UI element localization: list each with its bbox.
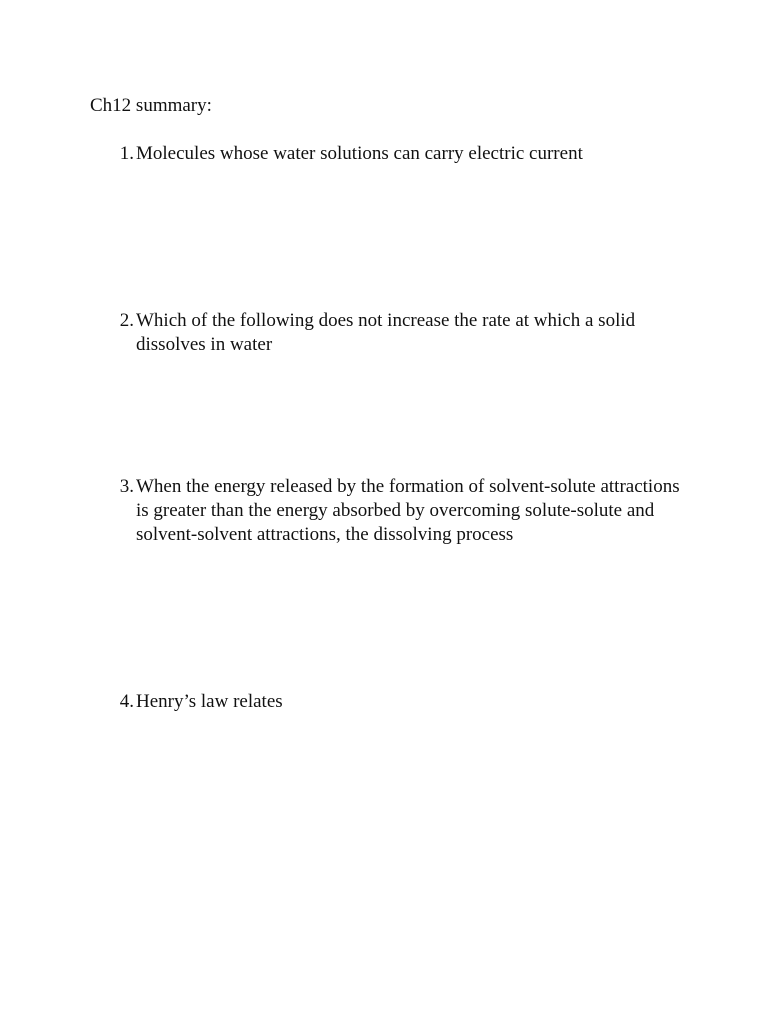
question-text: When the energy released by the formation of solvent-solute attractions is greater than the energy absorbed by overcoming solute-solute and solvent-solvent attractions, the dissolving process bbox=[136, 476, 680, 545]
document-title: Ch12 summary: bbox=[90, 95, 212, 116]
question-text: Molecules whose water solutions can carry electric current bbox=[136, 143, 583, 164]
question-number: 2. bbox=[119, 310, 134, 331]
question-number: 4. bbox=[119, 691, 134, 712]
question-text: Henry’s law relates bbox=[136, 691, 283, 712]
question-number: 1. bbox=[119, 143, 134, 164]
question-text: Which of the following does not increase the rate at which a solid dissolves in water bbox=[136, 310, 636, 355]
question-number: 3. bbox=[119, 476, 134, 497]
